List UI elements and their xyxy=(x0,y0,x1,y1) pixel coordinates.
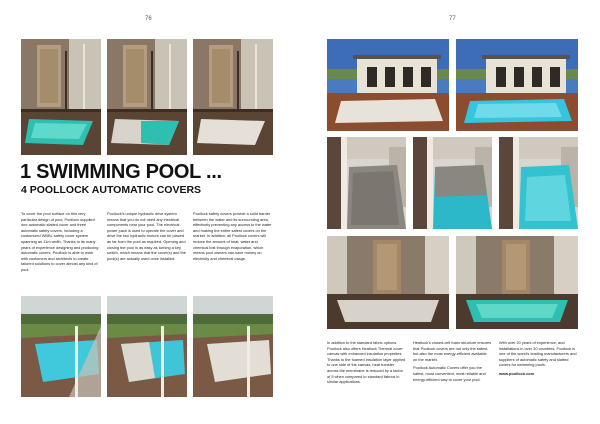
paragraph: To cover the pool surface on this very particular design of pool, Poollock supplied one automatic slatted cover and three automatic safety covers, including a customized WBBL safety cover system spanning an 11m width. Thanks to its many years of experience designing and producing automatic covers, Poollock is able to work with customers and architects to create tailored solutions to cover almost any kind of pool. xyxy=(21,211,99,272)
paragraph: Poollock safety covers provide a solid barrier between the water and its surrounding area, effectively preventing any access to the water and making the entire safest covers on the market. In addition, all Poollock covers will reduce the amount of heat, water and chemical lost through evaporation, which means pool owners can save money on electricity and chemical usage. xyxy=(193,211,272,261)
outdoor-pool-photo-covered xyxy=(193,296,273,397)
indoor-pool-wide-photo-covered xyxy=(327,236,449,329)
left-page-number: 76 xyxy=(145,16,152,22)
body-column-6 xyxy=(499,340,578,380)
indoor-pool-photo-cover-closed xyxy=(193,39,273,155)
body-column-5 xyxy=(413,340,492,385)
indoor-pool-photo-half xyxy=(107,39,187,155)
outdoor-pool-photo-open xyxy=(21,296,101,397)
body-column-1 xyxy=(21,211,99,276)
right-page-number: 77 xyxy=(449,16,456,22)
body-column-2 xyxy=(107,211,187,264)
body-column-3 xyxy=(193,211,273,264)
outdoor-pool-photo-partial xyxy=(107,296,187,397)
article-subtitle: 4 POOLLOCK AUTOMATIC COVERS xyxy=(21,184,202,196)
paragraph: With over 20 years of experience, and installations in over 30 countries, Poollock is one of the world's leading manufacturers and suppliers of automatic safety and slatted covers for swimming pools. xyxy=(499,340,577,368)
pool-cover-photo-open xyxy=(499,137,578,229)
paragraph: Heatlock's closed-cell foam structure ensures that Poollock covers are not only the safest, but also the most energy-efficient available on the market. xyxy=(413,340,492,362)
pool-cover-photo-opening xyxy=(413,137,492,229)
villa-pool-photo-covered xyxy=(327,39,449,131)
body-column-4 xyxy=(327,340,406,388)
article-title: 1 SWIMMING POOL ... xyxy=(20,161,222,183)
paragraph: Poollock's unique hydraulic drive system means that you do not need any electrical components near your pool. The electrical power pack is used to operate the cover and drive the two hydraulic motors can be placed as far from the pool as required. Opening and closing the pool is as easy as turning a key switch, which means that the cover(s) and the pool(s) are actually used once installed. xyxy=(107,211,186,261)
paragraph: Poollock Automatic Covers offer you the safest, most convenient, most reliable and energy-efficient way to cover your pool. xyxy=(413,365,486,382)
villa-pool-photo-open xyxy=(456,39,578,131)
indoor-pool-photo-covered xyxy=(21,39,101,155)
indoor-pool-wide-photo-open xyxy=(456,236,578,329)
website-link[interactable]: www.poollock.com xyxy=(499,370,535,376)
paragraph: In addition to the standard fabric options, Poollock also offers Heatlock Thermal cover canvas with enhanced insulation properties. Thanks to the foamed insulation layer applied to one side of the canvas, heat transfer across the membrane is reduced by a factor of 5 when compared to standard fabrics in similar applications. xyxy=(327,340,406,385)
pool-cover-photo-closed xyxy=(327,137,406,229)
